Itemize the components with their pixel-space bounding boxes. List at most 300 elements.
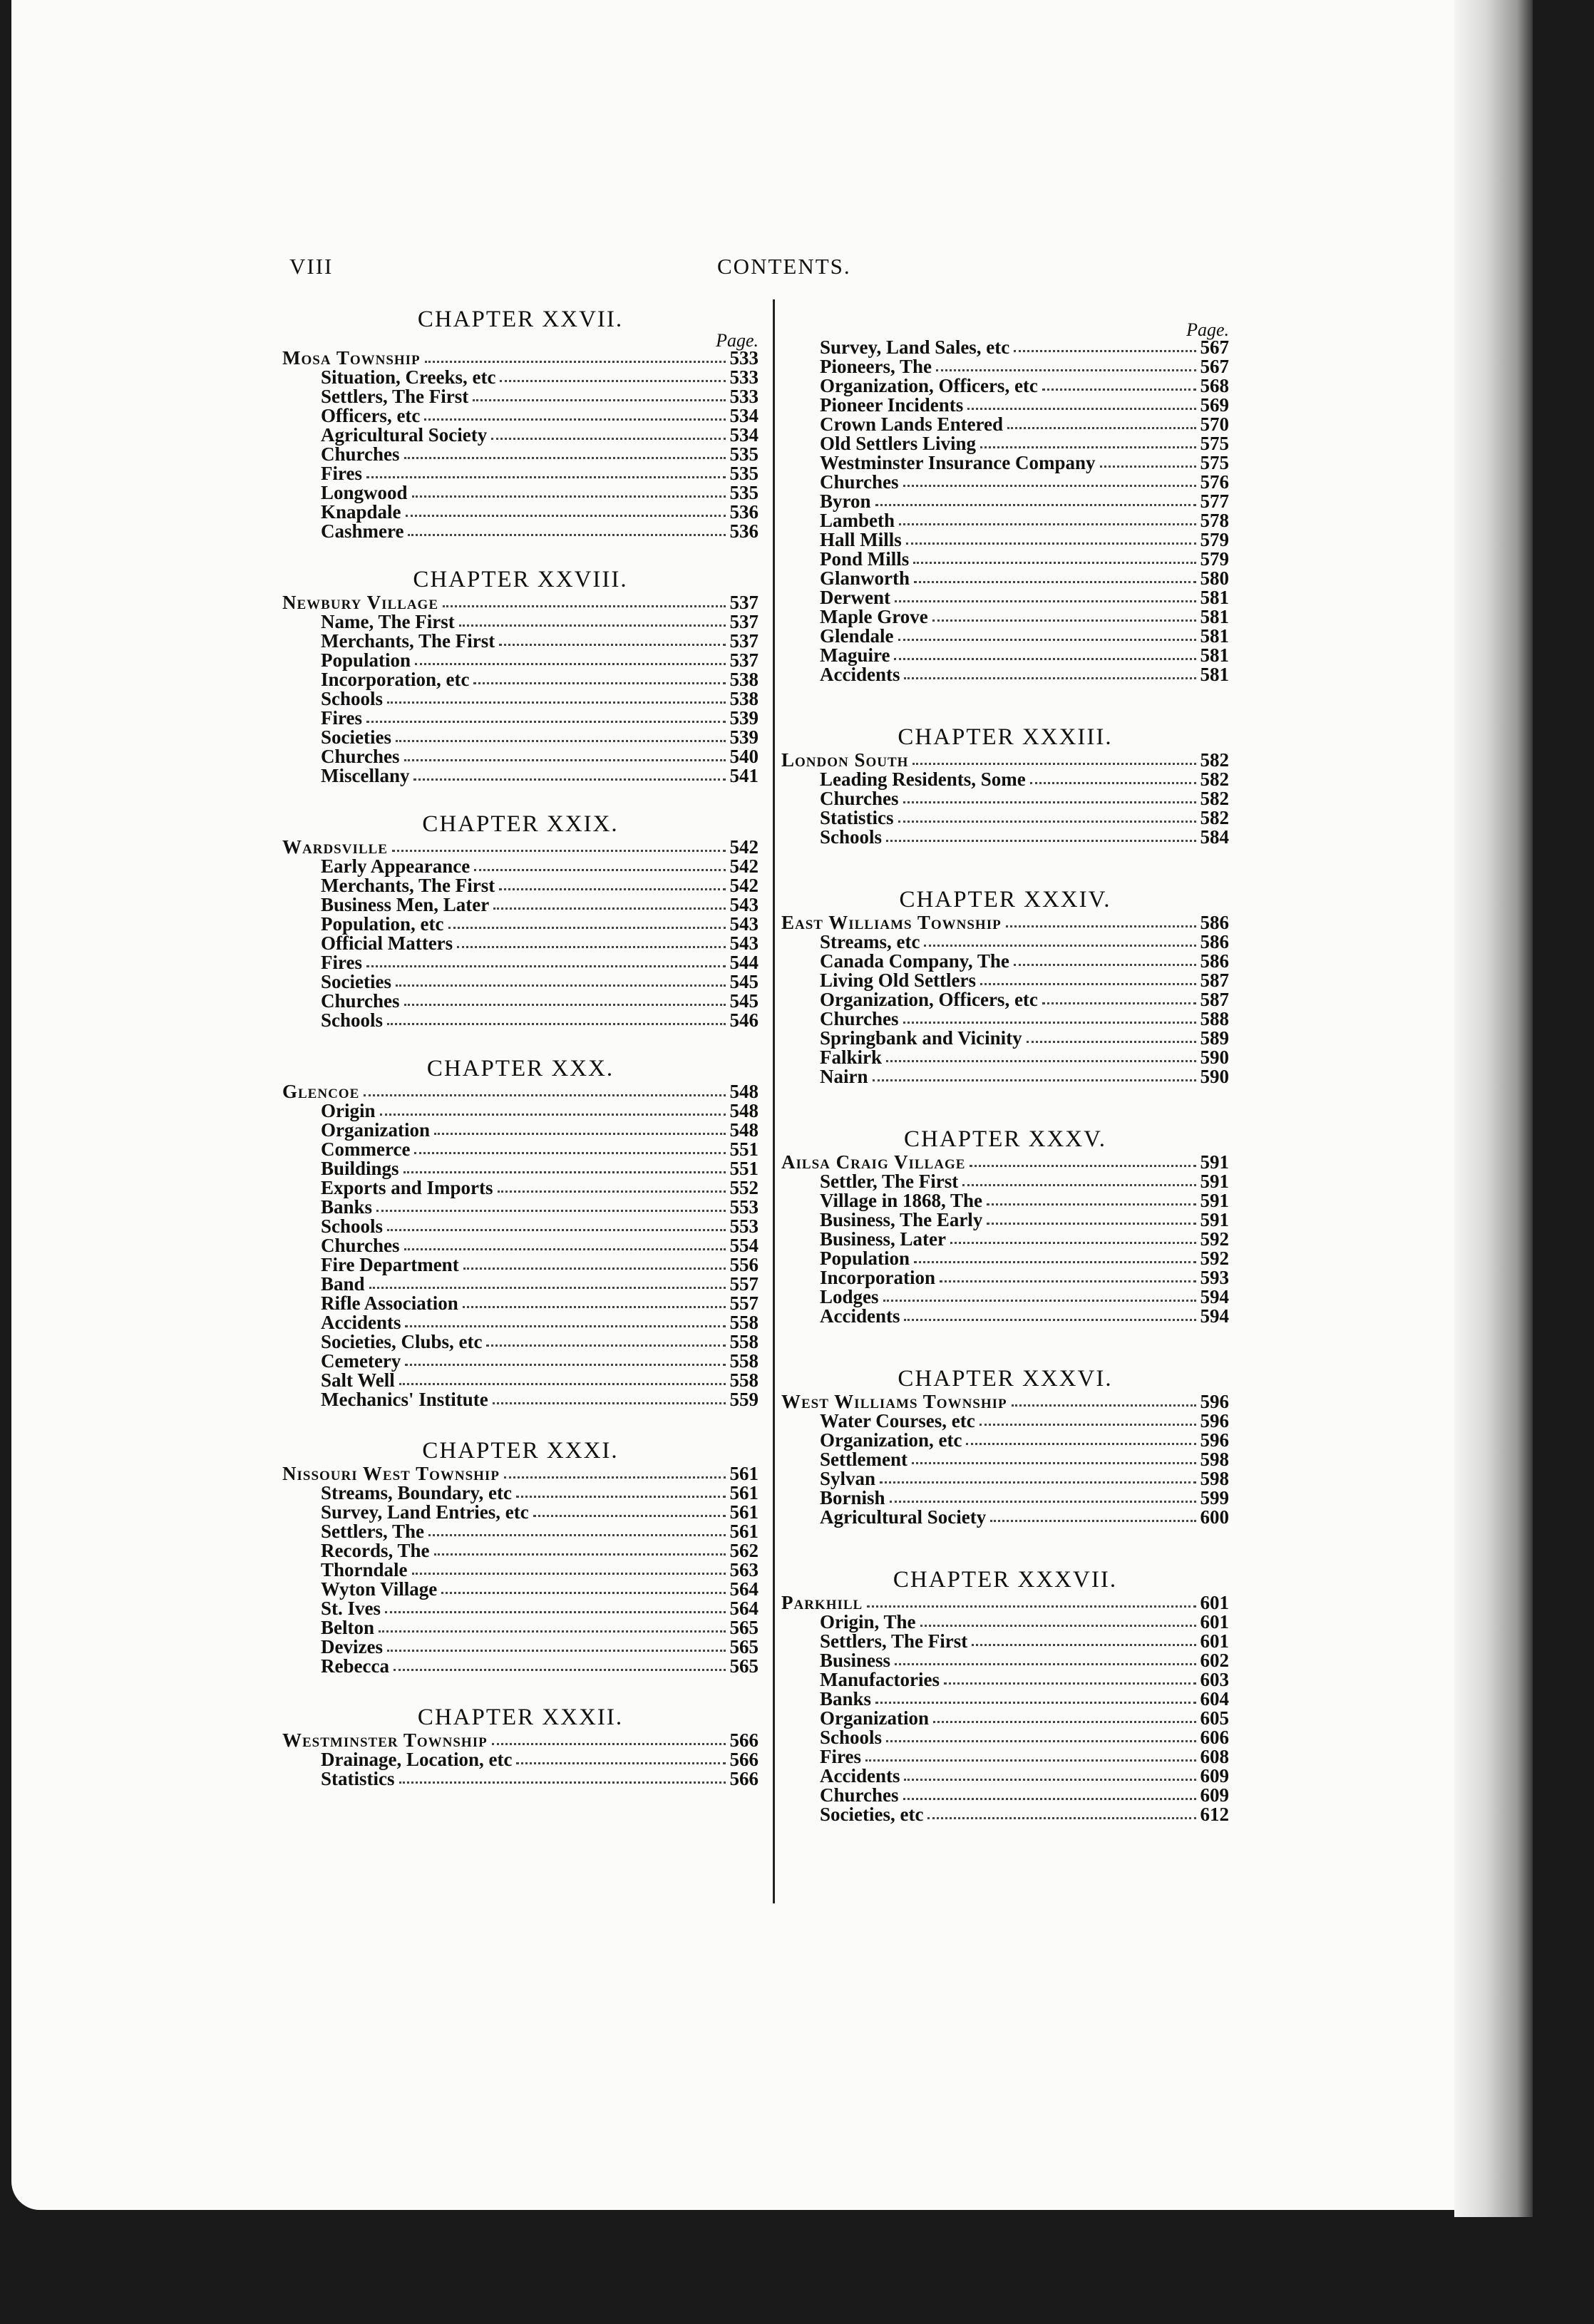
entry-page-number: 612 <box>1200 1804 1229 1825</box>
toc-sub-entry <box>781 971 1229 990</box>
chapter-section <box>781 887 1229 1086</box>
toc-sub-entry <box>282 1637 759 1657</box>
entry-page-number: 602 <box>1200 1650 1229 1671</box>
dot-leader <box>886 1740 1196 1742</box>
toc-sub-entry <box>781 357 1229 376</box>
dot-leader <box>473 399 725 401</box>
entry-title: Merchants, The First <box>321 875 495 896</box>
dot-leader <box>950 1242 1196 1244</box>
toc-sub-entry <box>781 1651 1229 1670</box>
dot-leader <box>990 1520 1196 1522</box>
entry-title: Churches <box>820 788 899 809</box>
dot-leader <box>932 619 1196 622</box>
toc-main-entry <box>282 838 759 857</box>
dot-leader <box>399 1781 726 1784</box>
chapter-section <box>781 724 1229 847</box>
entry-title: Fires <box>820 1746 861 1767</box>
toc-sub-entry <box>282 895 759 915</box>
toc-main-entry <box>781 913 1229 932</box>
column-divider <box>773 299 775 1903</box>
dot-leader <box>463 1306 726 1308</box>
dot-leader <box>516 1762 725 1764</box>
entry-page-number: 542 <box>729 855 759 877</box>
entry-title: Longwood <box>321 482 408 503</box>
dot-leader <box>516 1496 726 1498</box>
entry-page-number: 608 <box>1200 1746 1229 1767</box>
entry-page-number: 533 <box>729 386 759 407</box>
chapter-section <box>781 1567 1229 1824</box>
dot-leader <box>980 446 1196 448</box>
dot-leader <box>890 1501 1196 1503</box>
toc-sub-entry <box>282 934 759 953</box>
entry-title: Agricultural Society <box>820 1506 987 1528</box>
entry-page-number: 538 <box>729 669 759 690</box>
entry-page-number: 563 <box>729 1559 759 1580</box>
toc-sub-entry <box>282 972 759 992</box>
dot-leader <box>1030 782 1196 784</box>
toc-sub-entry <box>781 1067 1229 1086</box>
entry-page-number: 542 <box>729 836 759 858</box>
dot-leader <box>424 418 725 421</box>
entry-title: West Williams Township <box>781 1391 1007 1412</box>
entry-page-number: 535 <box>729 482 759 503</box>
toc-sub-entry <box>781 396 1229 415</box>
toc-sub-entry <box>282 522 759 541</box>
entry-title: Churches <box>321 746 400 767</box>
entry-title: Situation, Creeks, etc <box>321 366 496 388</box>
dot-leader <box>1027 1041 1196 1043</box>
dot-leader <box>408 534 725 536</box>
dot-leader <box>457 946 725 948</box>
toc-sub-entry <box>781 1489 1229 1508</box>
chapter-heading: CHAPTER XXXVI. <box>898 1366 1113 1392</box>
entry-page-number: 590 <box>1200 1066 1229 1087</box>
entry-page-number: 581 <box>1200 644 1229 666</box>
toc-sub-entry <box>781 511 1229 530</box>
toc-sub-entry <box>282 406 759 426</box>
entry-page-number: 559 <box>729 1389 759 1410</box>
dot-leader <box>500 380 725 382</box>
entry-page-number: 552 <box>729 1177 759 1198</box>
toc-sub-entry <box>781 1230 1229 1249</box>
dot-leader <box>499 644 725 646</box>
dot-leader <box>898 821 1196 823</box>
dot-leader <box>387 1023 725 1025</box>
entry-title: St. Ives <box>321 1598 381 1619</box>
toc-sub-entry <box>781 952 1229 971</box>
entry-title: Mosa Township <box>282 347 421 369</box>
dot-leader <box>498 1191 726 1193</box>
dot-leader <box>886 840 1196 842</box>
entry-title: Belton <box>321 1617 375 1638</box>
toc-sub-entry <box>781 1747 1229 1767</box>
entry-page-number: 558 <box>729 1350 759 1372</box>
page-edge <box>1454 0 1533 2217</box>
entry-page-number: 591 <box>1200 1151 1229 1173</box>
entry-page-number: 537 <box>729 630 759 652</box>
entry-title: Churches <box>321 1235 400 1256</box>
entry-page-number: 546 <box>729 1009 759 1031</box>
toc-sub-entry <box>282 1255 759 1275</box>
dot-leader <box>966 1443 1196 1445</box>
toc-sub-entry <box>781 1786 1229 1805</box>
toc-sub-entry <box>781 550 1229 569</box>
toc-sub-entry <box>781 1613 1229 1632</box>
entry-title: Settlers, The <box>321 1521 424 1542</box>
entry-title: Banks <box>321 1196 373 1218</box>
dot-leader <box>920 1625 1196 1627</box>
entry-page-number: 578 <box>1200 510 1229 531</box>
entry-title: Water Courses, etc <box>820 1410 975 1431</box>
toc-sub-entry <box>282 747 759 766</box>
entry-title: Churches <box>820 1784 899 1806</box>
entry-page-number: 594 <box>1200 1286 1229 1307</box>
entry-title: Agricultural Society <box>321 424 488 446</box>
toc-sub-entry <box>781 1508 1229 1527</box>
toc-sub-entry <box>282 387 759 406</box>
toc-sub-entry <box>282 1217 759 1236</box>
toc-sub-entry <box>781 1805 1229 1824</box>
dot-leader <box>886 1060 1196 1062</box>
dot-leader <box>898 639 1196 641</box>
entry-page-number: 551 <box>729 1138 759 1160</box>
entry-page-number: 586 <box>1200 912 1229 933</box>
contents-column-left <box>282 285 759 1789</box>
entry-title: Sylvan <box>820 1468 876 1489</box>
chapter-heading: CHAPTER XXXVII. <box>893 1567 1118 1593</box>
entry-title: Official Matters <box>321 932 453 954</box>
toc-sub-entry <box>781 530 1229 550</box>
dot-leader <box>412 1573 726 1575</box>
toc-main-entry <box>282 349 759 368</box>
entry-page-number: 581 <box>1200 587 1229 608</box>
toc-sub-entry <box>781 1009 1229 1029</box>
entry-title: Accidents <box>321 1312 401 1333</box>
toc-sub-entry <box>282 1101 759 1121</box>
entry-title: Officers, etc <box>321 405 421 426</box>
entry-page-number: 593 <box>1200 1267 1229 1288</box>
chapter-section <box>282 1438 759 1676</box>
entry-page-number: 603 <box>1200 1669 1229 1690</box>
entry-title: Canada Company, The <box>820 950 1009 972</box>
entry-title: Salt Well <box>321 1369 395 1391</box>
entry-title: Churches <box>820 471 899 493</box>
chapter-heading: CHAPTER XXXI. <box>422 1438 619 1464</box>
dot-leader <box>904 1779 1196 1781</box>
toc-sub-entry <box>282 464 759 483</box>
toc-sub-entry <box>282 992 759 1011</box>
entry-page-number: 537 <box>729 649 759 671</box>
toc-sub-entry <box>781 1469 1229 1489</box>
entry-page-number: 592 <box>1200 1248 1229 1269</box>
contents-column-right <box>781 285 1229 1824</box>
dot-leader <box>865 1759 1196 1762</box>
dot-leader <box>972 1644 1196 1646</box>
entry-page-number: 579 <box>1200 548 1229 570</box>
entry-title: Schools <box>321 1009 384 1031</box>
dot-leader <box>903 1798 1196 1800</box>
chapter-section <box>282 567 759 786</box>
entry-title: Business, The Early <box>820 1209 983 1230</box>
entry-title: Origin, The <box>820 1611 916 1633</box>
dot-leader <box>927 1817 1196 1819</box>
entry-page-number: 539 <box>729 726 759 748</box>
entry-title: Derwent <box>820 587 890 608</box>
toc-sub-entry <box>282 483 759 503</box>
toc-sub-entry <box>781 338 1229 357</box>
toc-sub-entry <box>282 1561 759 1580</box>
entry-title: Falkirk <box>820 1047 883 1068</box>
entry-title: Nissouri West Township <box>282 1463 500 1484</box>
toc-sub-entry <box>781 415 1229 434</box>
toc-sub-entry <box>781 434 1229 453</box>
entry-title: Lambeth <box>820 510 895 531</box>
entry-title: Business Men, Later <box>321 894 490 915</box>
toc-sub-entry <box>282 766 759 786</box>
toc-sub-entry <box>282 1769 759 1789</box>
toc-sub-entry <box>781 932 1229 952</box>
entry-title: Societies <box>321 726 391 748</box>
entry-title: Survey, Land Sales, etc <box>820 336 1010 358</box>
dot-leader <box>987 1203 1196 1205</box>
entry-page-number: 579 <box>1200 529 1229 550</box>
entry-title: Schools <box>321 688 384 709</box>
toc-sub-entry <box>282 709 759 728</box>
toc-sub-entry <box>282 1484 759 1503</box>
entry-page-number: 609 <box>1200 1784 1229 1806</box>
dot-leader <box>875 1702 1196 1704</box>
entry-page-number: 596 <box>1200 1429 1229 1451</box>
entry-page-number: 609 <box>1200 1765 1229 1786</box>
dot-leader <box>474 869 725 871</box>
chapter-section <box>781 1366 1229 1527</box>
toc-sub-entry <box>282 876 759 895</box>
dot-leader <box>380 1114 726 1116</box>
toc-sub-entry <box>282 651 759 670</box>
entry-title: Knapdale <box>321 501 401 523</box>
dot-leader <box>904 677 1196 679</box>
toc-sub-entry <box>282 1178 759 1198</box>
entry-title: Springbank and Vicinity <box>820 1027 1022 1049</box>
entry-title: Pioneer Incidents <box>820 394 964 416</box>
entry-title: Wardsville <box>282 836 388 858</box>
entry-page-number: 582 <box>1200 788 1229 809</box>
entry-title: Fires <box>321 952 362 973</box>
toc-sub-entry <box>781 627 1229 646</box>
entry-title: Statistics <box>820 807 894 828</box>
entry-title: Fires <box>321 463 362 484</box>
dot-leader <box>448 927 726 929</box>
entry-title: Early Appearance <box>321 855 471 877</box>
dot-leader <box>441 1592 725 1594</box>
dot-leader <box>396 740 726 742</box>
entry-page-number: 586 <box>1200 950 1229 972</box>
entry-title: Organization <box>820 1707 929 1729</box>
dot-leader <box>1014 350 1196 352</box>
entry-page-number: 591 <box>1200 1190 1229 1211</box>
entry-page-number: 564 <box>729 1598 759 1619</box>
toc-sub-entry <box>781 1728 1229 1747</box>
entry-title: Glencoe <box>282 1081 360 1102</box>
entry-title: Buildings <box>321 1158 399 1179</box>
dot-leader <box>533 1515 726 1517</box>
chapter-section <box>781 1126 1229 1326</box>
dot-leader <box>492 1743 726 1745</box>
dot-leader <box>914 1261 1196 1263</box>
entry-title: Glendale <box>820 625 894 647</box>
dot-leader <box>463 1268 726 1270</box>
dot-leader <box>1012 1404 1196 1407</box>
dot-leader <box>443 605 725 607</box>
entry-page-number: 581 <box>1200 625 1229 647</box>
entry-page-number: 558 <box>729 1369 759 1391</box>
dot-leader <box>434 1553 726 1556</box>
toc-sub-entry <box>282 857 759 876</box>
dot-leader <box>980 983 1196 985</box>
entry-page-number: 598 <box>1200 1449 1229 1470</box>
dot-leader <box>867 1605 1196 1608</box>
entry-title: Ailsa Craig Village <box>781 1151 966 1173</box>
toc-sub-entry <box>781 588 1229 607</box>
entry-page-number: 533 <box>729 366 759 388</box>
toc-sub-entry <box>781 607 1229 627</box>
dot-leader <box>914 581 1196 583</box>
dot-leader <box>1014 964 1196 966</box>
entry-title: Living Old Settlers <box>820 970 977 991</box>
toc-sub-entry <box>282 1121 759 1140</box>
dot-leader <box>936 369 1196 371</box>
dot-leader <box>1100 466 1196 468</box>
entry-page-number: 538 <box>729 688 759 709</box>
chapter-heading: CHAPTER XXVII. <box>417 307 624 332</box>
toc-sub-entry <box>781 453 1229 473</box>
entry-title: Settlers, The First <box>321 386 469 407</box>
entry-title: Band <box>321 1273 365 1295</box>
dot-leader <box>903 485 1196 487</box>
entry-title: East Williams Township <box>781 912 1002 933</box>
dot-leader <box>404 457 726 459</box>
entry-page-number: 536 <box>729 520 759 542</box>
toc-sub-entry <box>282 1503 759 1522</box>
entry-page-number: 558 <box>729 1331 759 1352</box>
toc-main-entry <box>282 1082 759 1101</box>
chapter-heading: CHAPTER XXIX. <box>422 811 619 837</box>
entry-title: Settlers, The First <box>820 1630 968 1652</box>
toc-sub-entry <box>781 376 1229 396</box>
entry-page-number: 543 <box>729 913 759 935</box>
entry-page-number: 587 <box>1200 989 1229 1010</box>
entry-page-number: 557 <box>729 1273 759 1295</box>
dot-leader <box>912 763 1196 765</box>
toc-sub-entry <box>282 1390 759 1409</box>
entry-title: Maple Grove <box>820 606 928 627</box>
dot-leader <box>392 850 726 852</box>
entry-page-number: 570 <box>1200 413 1229 435</box>
entry-page-number: 565 <box>729 1655 759 1677</box>
entry-title: Bornish <box>820 1487 885 1508</box>
entry-page-number: 588 <box>1200 1008 1229 1029</box>
chapter-section <box>282 1056 759 1409</box>
entry-title: Wyton Village <box>321 1578 438 1600</box>
toc-sub-entry <box>282 632 759 651</box>
toc-sub-entry <box>781 665 1229 684</box>
entry-title: Societies <box>321 971 391 992</box>
chapter-section <box>282 811 759 1030</box>
entry-page-number: 606 <box>1200 1727 1229 1748</box>
entry-page-number: 561 <box>729 1482 759 1503</box>
page-column-heading: Page. <box>716 330 759 351</box>
toc-main-entry <box>282 1464 759 1484</box>
entry-page-number: 580 <box>1200 567 1229 589</box>
entry-title: Miscellany <box>321 765 410 786</box>
toc-sub-entry <box>282 1580 759 1599</box>
dot-leader <box>1006 925 1196 927</box>
dot-leader <box>403 1171 726 1173</box>
toc-sub-entry <box>282 1352 759 1371</box>
entry-page-number: 568 <box>1200 375 1229 396</box>
toc-sub-entry <box>781 1412 1229 1431</box>
dot-leader <box>895 1663 1196 1665</box>
entry-page-number: 605 <box>1200 1707 1229 1729</box>
entry-page-number: 566 <box>729 1749 759 1770</box>
entry-page-number: 564 <box>729 1578 759 1600</box>
toc-sub-entry <box>781 569 1229 588</box>
dot-leader <box>366 721 726 723</box>
dot-leader <box>428 1534 726 1536</box>
toc-sub-entry <box>781 990 1229 1009</box>
dot-leader <box>473 682 725 684</box>
entry-title: Rifle Association <box>321 1292 458 1314</box>
entry-page-number: 556 <box>729 1254 759 1275</box>
toc-sub-entry <box>781 808 1229 828</box>
entry-title: Village in 1868, The <box>820 1190 983 1211</box>
entry-title: Cemetery <box>321 1350 401 1372</box>
entry-page-number: 589 <box>1200 1027 1229 1049</box>
entry-title: Pond Mills <box>820 548 910 570</box>
toc-sub-entry <box>781 1191 1229 1210</box>
entry-title: Incorporation, etc <box>321 669 470 690</box>
chapter-heading: CHAPTER XXVIII. <box>413 567 628 592</box>
dot-leader <box>924 945 1196 947</box>
entry-page-number: 548 <box>729 1100 759 1121</box>
entry-title: Devizes <box>321 1636 383 1657</box>
entry-title: Nairn <box>820 1066 868 1087</box>
dot-leader <box>967 408 1196 410</box>
toc-sub-entry <box>282 1541 759 1561</box>
entry-page-number: 575 <box>1200 433 1229 454</box>
toc-main-entry <box>282 1731 759 1750</box>
entry-title: Business <box>820 1650 891 1671</box>
chapter-heading: CHAPTER XXXIV. <box>899 887 1111 912</box>
dot-leader <box>379 1630 725 1633</box>
entry-page-number: 596 <box>1200 1410 1229 1431</box>
entry-title: Statistics <box>321 1768 395 1789</box>
entry-title: Accidents <box>820 1765 900 1786</box>
entry-page-number: 548 <box>729 1119 759 1141</box>
entry-page-number: 582 <box>1200 807 1229 828</box>
toc-sub-entry <box>282 612 759 632</box>
entry-page-number: 543 <box>729 932 759 954</box>
entry-page-number: 545 <box>729 990 759 1012</box>
entry-title: Churches <box>820 1008 899 1029</box>
dot-leader <box>979 1424 1196 1426</box>
entry-page-number: 553 <box>729 1215 759 1237</box>
entry-page-number: 558 <box>729 1312 759 1333</box>
entry-title: Churches <box>321 990 400 1012</box>
entry-title: Organization <box>321 1119 430 1141</box>
entry-page-number: 567 <box>1200 336 1229 358</box>
dot-leader <box>1042 1002 1196 1004</box>
